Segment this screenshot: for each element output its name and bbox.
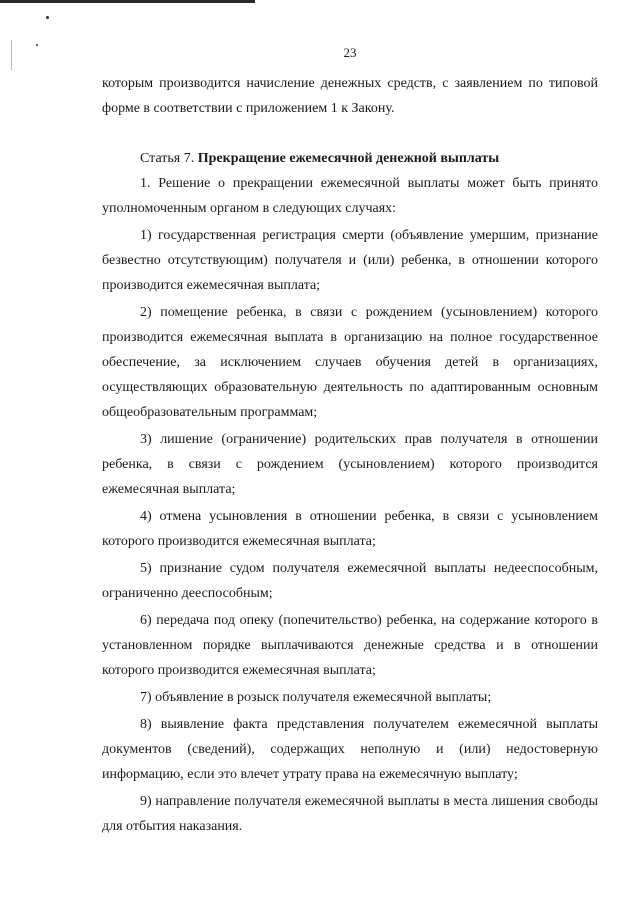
list-item: 1) государственная регистрация смерти (объявление умершим, признание безвестно отсутствующим) получателя и (или) ребенка, в отношении которого производится ежемесячная выплата; (102, 228, 598, 293)
article-label: Статья 7. (140, 151, 195, 166)
list-item: 6) передача под опеку (попечительство) ребенка, на содержание которого в установленном порядке выплачиваются денежные средства и в отношении которого производится ежемесячная выплата; (102, 613, 598, 678)
article-title: Прекращение ежемесячной денежной выплаты (197, 151, 500, 166)
list-item: 9) направление получателя ежемесячной выплаты в места лишения свободы для отбытия наказания. (102, 794, 598, 834)
list-item: 4) отмена усыновления в отношении ребенка, в связи с усыновлением которого производится ежемесячная выплата; (102, 509, 598, 549)
list-item: 2) помещение ребенка, в связи с рождением (усыновлением) которого производится ежемесячная выплата в организацию на полное государственное обеспечение, за исключением случаев обучения детей в организациях, осуществляющих образовательную деятельность по адаптированным основным общеобразовательным программам; (102, 305, 598, 420)
page-number: 23 (343, 45, 357, 60)
intro-paragraph: 1. Решение о прекращении ежемесячной выплаты может быть принято уполномоченным органом в следующих случаях: (102, 176, 598, 216)
list-item: 7) объявление в розыск получателя ежемесячной выплаты; (140, 690, 492, 705)
continuation-paragraph: которым производится начисление денежных средств, с заявлением по типовой форме в соответствии с приложением 1 к Закону. (102, 76, 598, 116)
scan-edge-mark (0, 0, 255, 3)
article-heading (102, 146, 598, 171)
scan-speck (46, 16, 49, 19)
list-item: 8) выявление факта представления получателем ежемесячной выплаты документов (сведений), содержащих неполную и (или) недостоверную информацию, если это влечет утрату права на ежемесячную выплату; (102, 717, 598, 782)
document-body (102, 71, 598, 839)
list-item: 5) признание судом получателя ежемесячной выплаты недееспособным, ограниченно дееспособным; (102, 561, 598, 601)
list-item: 3) лишение (ограничение) родительских прав получателя в отношении ребенка, в связи с рождением (усыновлением) которого производится ежемесячная выплата; (102, 432, 598, 497)
